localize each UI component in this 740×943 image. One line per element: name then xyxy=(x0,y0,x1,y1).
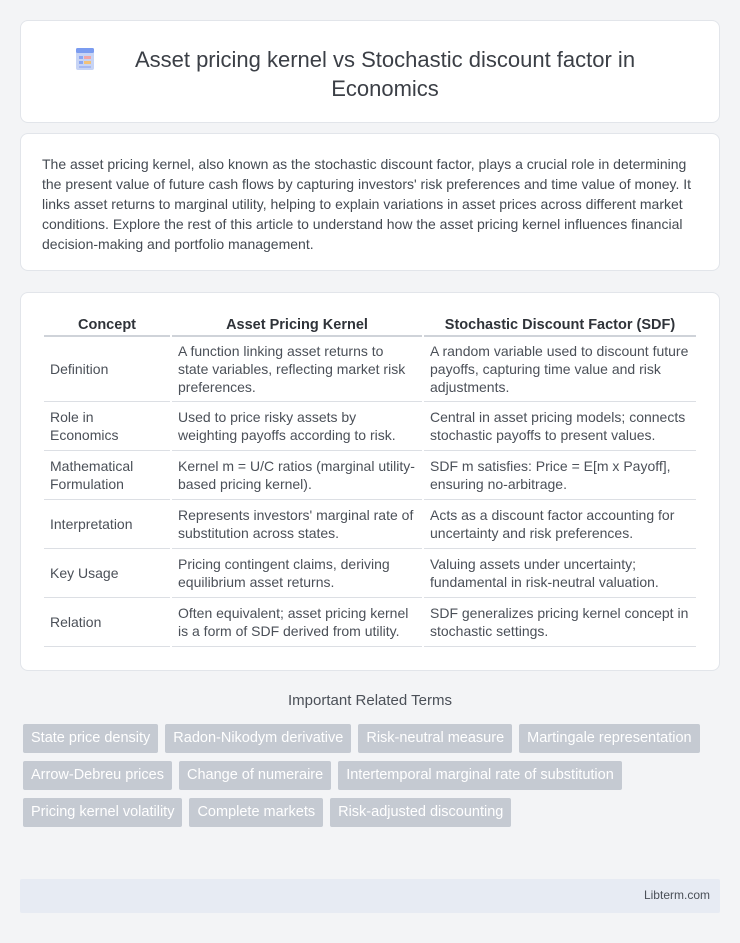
related-term-tag[interactable]: State price density xyxy=(23,724,158,753)
table-cell: A random variable used to discount future payoffs, capturing time value and risk adjustments. xyxy=(424,337,696,402)
table-cell: Relation xyxy=(44,598,170,647)
table-cell: Represents investors' marginal rate of substitution across states. xyxy=(172,500,422,549)
page-title: Asset pricing kernel vs Stochastic discount factor in Economics xyxy=(134,47,636,101)
table-cell: Valuing assets under uncertainty; fundamental in risk-neutral valuation. xyxy=(424,549,696,598)
table-row xyxy=(44,598,696,647)
table-cell: SDF generalizes pricing kernel concept in stochastic settings. xyxy=(424,598,696,647)
table-cell: Kernel m = U/C ratios (marginal utility-based pricing kernel). xyxy=(172,451,422,500)
table-row xyxy=(44,402,696,451)
intro-paragraph: The asset pricing kernel, also known as the stochastic discount factor, plays a crucial role in determining the present value of future cash flows by capturing investors' risk preferences and time value of money. It links asset returns to marginal utility, helping to explain variations in asset prices across different market conditions. Explore the rest of this article to understand how the asset pricing kernel influences financial decision-making and portfolio management. xyxy=(42,156,692,252)
table-row xyxy=(44,549,696,598)
intro-card xyxy=(20,133,720,271)
table-row xyxy=(44,451,696,500)
related-term-tag[interactable]: Radon-Nikodym derivative xyxy=(165,724,351,753)
table-cell: Used to price risky assets by weighting payoffs according to risk. xyxy=(172,402,422,451)
related-terms-heading: Important Related Terms xyxy=(288,692,452,709)
related-term-tag[interactable]: Pricing kernel volatility xyxy=(23,798,182,827)
table-cell: Central in asset pricing models; connects stochastic payoffs to present values. xyxy=(424,402,696,451)
related-term-tag[interactable]: Martingale representation xyxy=(519,724,699,753)
column-header: Asset Pricing Kernel xyxy=(172,315,422,337)
related-term-tag[interactable]: Arrow-Debreu prices xyxy=(23,761,172,790)
table-cell: Definition xyxy=(44,337,170,402)
table-cell: Often equivalent; asset pricing kernel is a form of SDF derived from utility. xyxy=(172,598,422,647)
related-term-tag[interactable]: Risk-neutral measure xyxy=(358,724,512,753)
table-cell: Mathematical Formulation xyxy=(44,451,170,500)
table-row xyxy=(44,337,696,402)
table-header-row xyxy=(44,315,696,337)
related-term-tag[interactable]: Intertemporal marginal rate of substitution xyxy=(338,761,622,790)
table-cell: A function linking asset returns to state variables, reflecting market risk preferences. xyxy=(172,337,422,402)
table-row xyxy=(44,500,696,549)
table-cell: Role in Economics xyxy=(44,402,170,451)
title-card xyxy=(20,20,720,123)
table-cell: Pricing contingent claims, deriving equilibrium asset returns. xyxy=(172,549,422,598)
table-cell: Key Usage xyxy=(44,549,170,598)
table-cell: SDF m satisfies: Price = E[m x Payoff], ensuring no-arbitrage. xyxy=(424,451,696,500)
related-terms-list xyxy=(23,724,703,827)
column-header: Concept xyxy=(44,315,170,337)
comparison-table-card xyxy=(20,292,720,671)
column-header: Stochastic Discount Factor (SDF) xyxy=(424,315,696,337)
related-term-tag[interactable]: Change of numeraire xyxy=(179,761,331,790)
table-cell: Acts as a discount factor accounting for uncertainty and risk preferences. xyxy=(424,500,696,549)
footer xyxy=(20,879,720,913)
related-term-tag[interactable]: Complete markets xyxy=(189,798,323,827)
related-term-tag[interactable]: Risk-adjusted discounting xyxy=(330,798,511,827)
table-cell: Interpretation xyxy=(44,500,170,549)
footer-site-link[interactable]: Libterm.com xyxy=(643,888,710,902)
comparison-table xyxy=(42,315,698,647)
